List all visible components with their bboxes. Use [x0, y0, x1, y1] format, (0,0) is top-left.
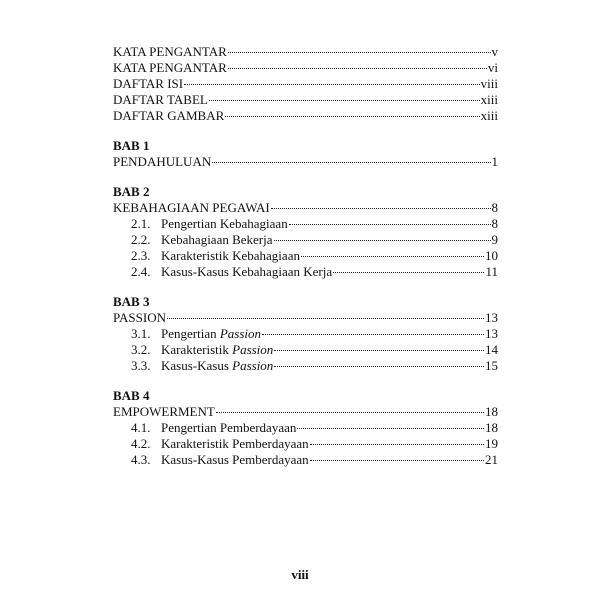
- dot-leader: [310, 460, 484, 461]
- dot-leader: [209, 100, 480, 101]
- toc-entry-front-4[interactable]: [113, 108, 498, 124]
- toc-entry-title: Pengertian Kebahagiaan: [161, 216, 288, 231]
- title-prefix: Pengertian: [161, 326, 220, 341]
- spacer: [113, 170, 498, 184]
- dot-leader: [301, 256, 484, 257]
- dot-leader: [271, 208, 491, 209]
- toc-entry-front-2[interactable]: [113, 76, 498, 92]
- toc-entry-page: 1: [491, 154, 498, 169]
- table-of-contents: [113, 44, 498, 468]
- title-prefix: Karakteristik: [161, 342, 233, 357]
- toc-entry-title: DAFTAR GAMBAR: [113, 108, 225, 123]
- toc-entry-section-2-1[interactable]: [113, 216, 498, 232]
- toc-entry-chapter-2[interactable]: [113, 200, 498, 216]
- section-number: 4.1.: [131, 420, 151, 435]
- section-number: 2.3.: [131, 248, 151, 263]
- dot-leader: [333, 272, 484, 273]
- dot-leader: [274, 240, 491, 241]
- title-italic: Passion: [232, 358, 274, 373]
- dot-leader: [184, 84, 480, 85]
- section-number: 3.3.: [131, 358, 151, 373]
- section-number: 2.4.: [131, 264, 151, 279]
- toc-entry-page: 19: [485, 436, 498, 451]
- toc-entry-page: 8: [491, 216, 498, 231]
- toc-entry-section-4-2[interactable]: [113, 436, 498, 452]
- toc-entry-page: 21: [485, 452, 498, 467]
- title-italic: Passion: [219, 326, 262, 341]
- toc-entry-title: Karakteristik Kebahagiaan: [161, 248, 300, 263]
- toc-entry-page: 9: [491, 232, 498, 247]
- toc-entry-title: EMPOWERMENT: [113, 404, 215, 419]
- toc-entry-title: PENDAHULUAN: [113, 154, 212, 169]
- toc-entry-section-2-3[interactable]: [113, 248, 498, 264]
- toc-entry-page: 14: [485, 342, 498, 357]
- section-number: 2.2.: [131, 232, 151, 247]
- toc-entry-page: 8: [491, 200, 498, 215]
- section-number: 4.2.: [131, 436, 151, 451]
- toc-entry-page: v: [491, 44, 498, 59]
- dot-leader: [262, 334, 484, 335]
- toc-entry-title: KEBAHAGIAAN PEGAWAI: [113, 200, 270, 215]
- dot-leader: [225, 116, 479, 117]
- toc-entry-front-1[interactable]: [113, 60, 498, 76]
- toc-entry-title: DAFTAR ISI: [113, 76, 184, 91]
- toc-entry-title: Pengertian Pemberdayaan: [161, 420, 297, 435]
- title-prefix: Kasus-Kasus: [161, 358, 233, 373]
- spacer: [113, 280, 498, 294]
- toc-entry-page: xiii: [480, 92, 498, 107]
- section-number: 3.2.: [131, 342, 151, 357]
- spacer: [113, 124, 498, 138]
- chapter-heading-4: BAB 4: [113, 388, 150, 403]
- toc-entry-section-4-1[interactable]: [113, 420, 498, 436]
- toc-entry-page: 13: [485, 310, 498, 325]
- toc-entry-page: viii: [480, 76, 498, 91]
- toc-entry-section-2-4[interactable]: [113, 264, 498, 280]
- toc-entry-page: 18: [485, 420, 498, 435]
- toc-entry-title: PASSION: [113, 310, 166, 325]
- toc-entry-page: 18: [485, 404, 498, 419]
- chapter-heading-2: BAB 2: [113, 184, 150, 199]
- toc-entry-section-3-2[interactable]: [113, 342, 498, 358]
- dot-leader: [310, 444, 484, 445]
- toc-entry-section-2-2[interactable]: [113, 232, 498, 248]
- toc-entry-title: Kasus-Kasus Kebahagiaan Kerja: [161, 264, 333, 279]
- toc-entry-title: [161, 326, 261, 342]
- toc-entry-title: Kasus-Kasus Pemberdayaan: [161, 452, 309, 467]
- toc-entry-title: [161, 342, 273, 358]
- toc-entry-page: 15: [485, 358, 498, 373]
- dot-leader: [167, 318, 484, 319]
- dot-leader: [297, 428, 484, 429]
- page-number: viii: [291, 567, 309, 582]
- toc-entry-page: 13: [485, 326, 498, 341]
- toc-entry-chapter-1[interactable]: [113, 154, 498, 170]
- dot-leader: [228, 68, 487, 69]
- toc-entry-section-3-3[interactable]: [113, 358, 498, 374]
- spacer: [113, 374, 498, 388]
- toc-entry-title: KATA PENGANTAR: [113, 60, 227, 75]
- toc-entry-front-0[interactable]: [113, 44, 498, 60]
- toc-entry-title: KATA PENGANTAR: [113, 44, 227, 59]
- section-number: 4.3.: [131, 452, 151, 467]
- toc-entry-chapter-3[interactable]: [113, 310, 498, 326]
- title-italic: Passion: [232, 342, 274, 357]
- dot-leader: [289, 224, 491, 225]
- section-number: 3.1.: [131, 326, 151, 341]
- toc-entry-front-3[interactable]: [113, 92, 498, 108]
- toc-entry-title: Karakteristik Pemberdayaan: [161, 436, 309, 451]
- toc-entry-chapter-4[interactable]: [113, 404, 498, 420]
- toc-entry-title: [161, 358, 273, 374]
- toc-entry-page: 11: [485, 264, 498, 279]
- dot-leader: [212, 162, 490, 163]
- toc-entry-page: xiii: [480, 108, 498, 123]
- section-number: 2.1.: [131, 216, 151, 231]
- toc-entry-section-3-1[interactable]: [113, 326, 498, 342]
- toc-entry-title: Kebahagiaan Bekerja: [161, 232, 273, 247]
- dot-leader: [228, 52, 491, 53]
- dot-leader: [216, 412, 484, 413]
- dot-leader: [274, 366, 484, 367]
- toc-entry-section-4-3[interactable]: [113, 452, 498, 468]
- dot-leader: [274, 350, 484, 351]
- toc-entry-page: 10: [485, 248, 498, 263]
- toc-entry-title: DAFTAR TABEL: [113, 92, 208, 107]
- chapter-heading-1: BAB 1: [113, 138, 150, 153]
- toc-entry-page: vi: [487, 60, 498, 75]
- chapter-heading-3: BAB 3: [113, 294, 150, 309]
